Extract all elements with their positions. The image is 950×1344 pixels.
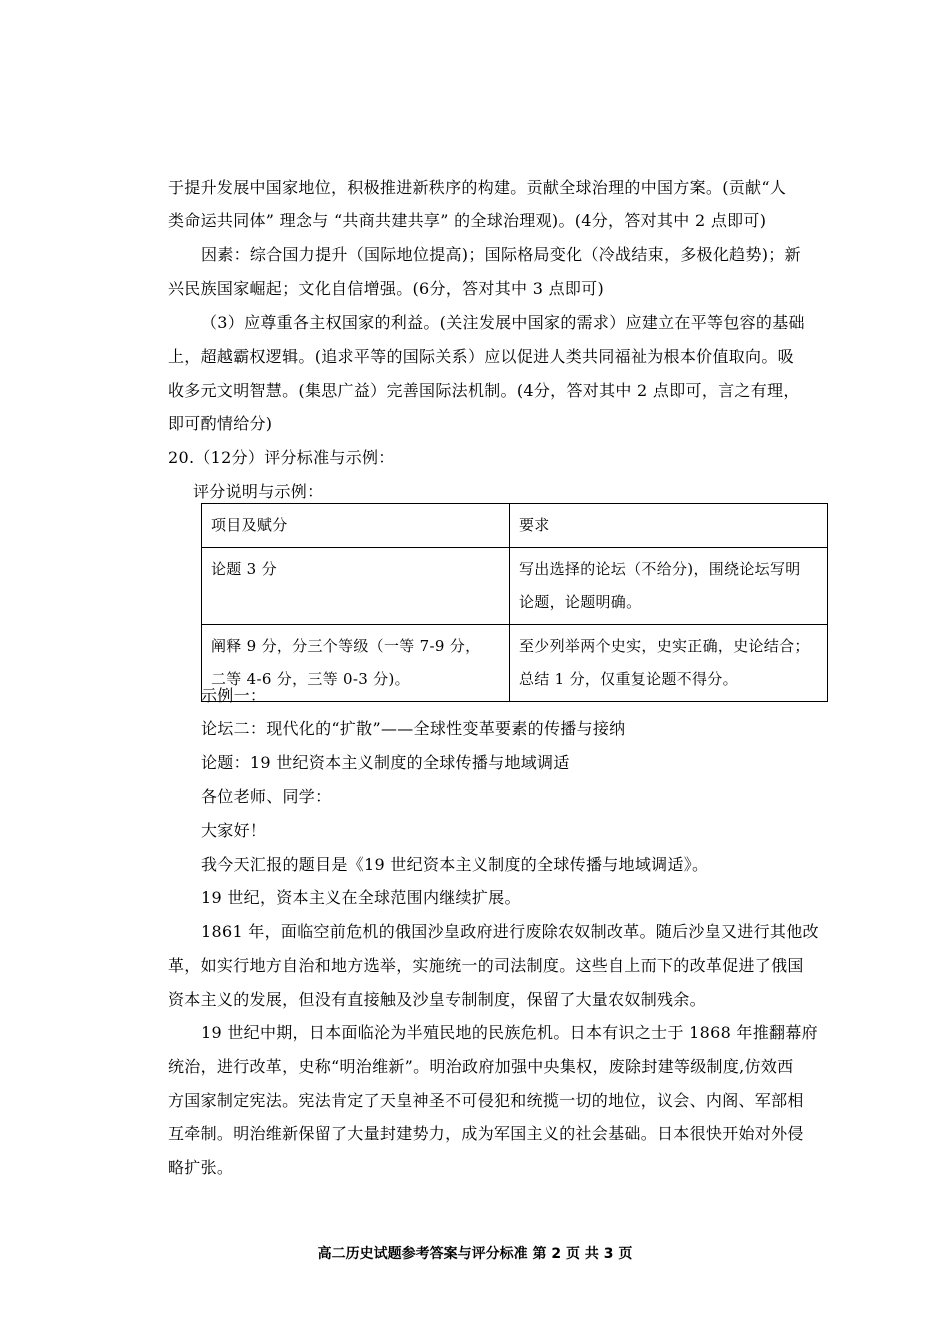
- example-paragraph-line: 互牵制。明治维新保留了大量封建势力，成为军国主义的社会基础。日本很快开始对外侵: [168, 1124, 804, 1143]
- example-paragraph-line: 方国家制定宪法。宪法肯定了天皇神圣不可侵犯和统揽一切的地位，议会、内阁、军部相: [168, 1091, 804, 1110]
- answer-paragraph-line: 即可酌情给分): [168, 414, 273, 433]
- answer-paragraph-line: 兴民族国家崛起；文化自信增强。(6分，答对其中 3 点即可): [168, 279, 605, 298]
- table-header-cell: 项目及赋分: [202, 504, 510, 548]
- example-paragraph-line: 统治，进行改革，史称“明治维新”。明治政府加强中央集权，废除封建等级制度,仿效西: [168, 1057, 794, 1076]
- page-footer: 高二历史试题参考答案与评分标准 第 2 页 共 3 页: [317, 1246, 633, 1262]
- example-hello: 大家好！: [201, 821, 267, 840]
- grading-table: [201, 503, 828, 702]
- answer-paragraph-line: 因素：综合国力提升（国际地位提高)；国际格局变化（冷战结束，多极化趋势)；新: [201, 245, 801, 264]
- answer-paragraph-line: （3）应尊重各主权国家的利益。(关注发展中国家的需求）应建立在平等包容的基础: [201, 313, 805, 332]
- table-cell: 论题 3 分: [202, 548, 510, 625]
- example-paragraph-line: 1861 年，面临空前危机的俄国沙皇政府进行废除农奴制改革。随后沙皇又进行其他改: [201, 922, 819, 941]
- example-greeting: 各位老师、同学：: [201, 787, 332, 806]
- table-cell: 至少列举两个史实，史实正确，史论结合； 总结 1 分，仅重复论题不得分。: [510, 625, 828, 702]
- example-forum: 论坛二：现代化的“扩散”——全球性变革要素的传播与接纳: [201, 719, 626, 738]
- example-topic: 论题：19 世纪资本主义制度的全球传播与地域调适: [201, 753, 570, 772]
- table-row: [202, 625, 828, 702]
- example-intro: 我今天汇报的题目是《19 世纪资本主义制度的全球传播与地域调适》。: [201, 855, 709, 874]
- grading-note-label: 评分说明与示例：: [193, 482, 324, 501]
- example-paragraph-line: 19 世纪，资本主义在全球范围内继续扩展。: [201, 888, 521, 907]
- table-cell: 写出选择的论坛（不给分)，围绕论坛写明 论题，论题明确。: [510, 548, 828, 625]
- table-header-row: [202, 504, 828, 548]
- answer-paragraph-line: 于提升发展中国家地位，积极推进新秩序的构建。贡献全球治理的中国方案。(贡献“人: [168, 178, 787, 197]
- example-paragraph-line: 资本主义的发展，但没有直接触及沙皇专制制度，保留了大量农奴制残余。: [168, 990, 706, 1009]
- example-label: 示例一：: [201, 686, 267, 705]
- example-paragraph-line: 革，如实行地方自治和地方选举，实施统一的司法制度。这些自上而下的改革促进了俄国: [168, 956, 804, 975]
- answer-paragraph-line: 收多元文明智慧。(集思广益）完善国际法机制。(4分，答对其中 2 点即可，言之有理，: [168, 381, 800, 400]
- answer-paragraph-line: 上，超越霸权逻辑。(追求平等的国际关系）应以促进人类共同福祉为根本价值取向。吸: [168, 347, 794, 366]
- table-cell: 阐释 9 分，分三个等级（一等 7-9 分， 二等 4-6 分，三等 0-3 分)。: [202, 625, 510, 702]
- answer-paragraph-line: 类命运共同体” 理念与 “共商共建共享” 的全球治理观)。(4分，答对其中 2 点即可): [168, 211, 767, 230]
- example-paragraph-line: 略扩张。: [168, 1158, 234, 1177]
- table-header-cell: 要求: [510, 504, 828, 548]
- example-paragraph-line: 19 世纪中期，日本面临沦为半殖民地的民族危机。日本有识之士于 1868 年推翻幕府: [201, 1023, 818, 1042]
- question-heading: 20.（12分）评分标准与示例：: [168, 448, 395, 467]
- table-row: [202, 548, 828, 625]
